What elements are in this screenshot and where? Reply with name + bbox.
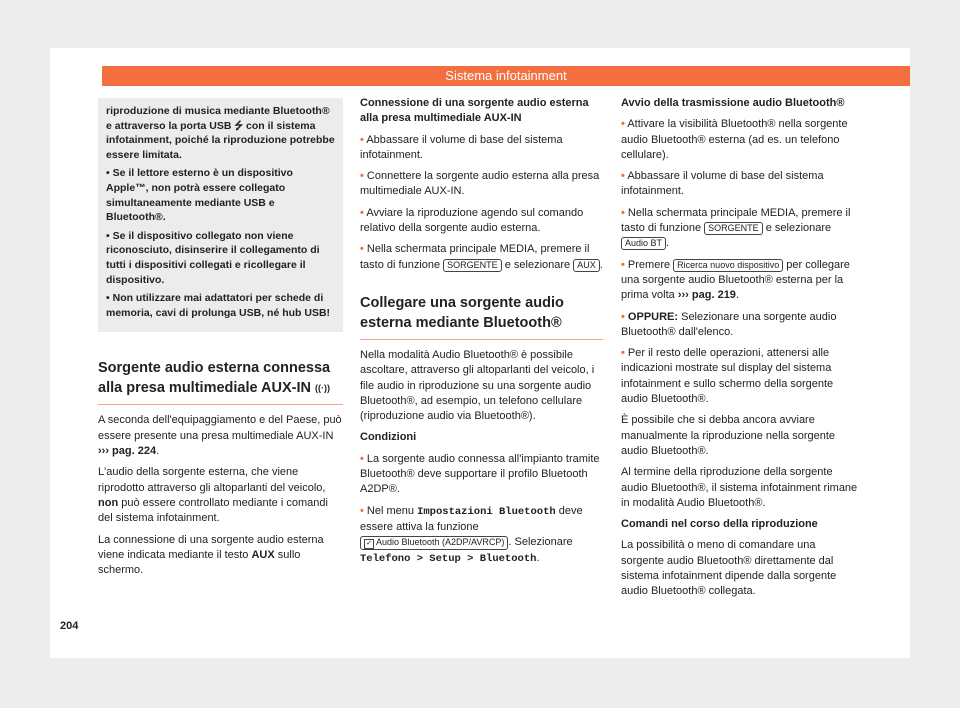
bullet-icon: • xyxy=(106,167,110,180)
subsection-title: Avvio della trasmissione audio Bluetooth® xyxy=(621,97,845,109)
bullet-icon: • xyxy=(621,118,625,131)
page-reference-link[interactable]: ››› pag. 224 xyxy=(98,445,157,458)
page-reference-link[interactable]: ››› pag. 219 xyxy=(677,289,736,302)
bullet-icon: • xyxy=(360,133,364,146)
audio-bt-key[interactable]: Audio BT xyxy=(621,237,666,250)
paragraph: Nella modalità Audio Bluetooth® è possibile ascoltare, attraverso gli altoparlanti del veicolo, i file audio in riproduzione su una sorgente audio Bluetooth®, ad esempio, un telefono cellulare (riproduzione audio via Bluetooth®). xyxy=(360,348,595,423)
bullet-icon: • xyxy=(621,170,625,183)
paragraph: La possibilità o meno di comandare una sorgente audio Bluetooth® direttamente dal sistema infotainment dipende dalla sorgente audio Bluetooth® collegata. xyxy=(621,539,837,598)
list-item: • Premere Ricerca nuovo dispositivo per collegare una sorgente audio Bluetooth® esterna per la prima volta ››› pag. 219. xyxy=(621,258,850,302)
paragraph: La connessione di una sorgente audio esterna viene indicata mediante il testo AUX sullo schermo. xyxy=(98,533,324,577)
list-item: • OPPURE: Selezionare una sorgente audio Bluetooth® dall'elenco. xyxy=(621,310,837,338)
audio-bluetooth-checkbox[interactable]: ✓ Audio Bluetooth (A2DP/AVRCP) xyxy=(360,536,508,550)
warning-bullet: • Se il dispositivo collegato non viene riconosciuto, disinserire il collegamento di tutti i dispositivi collegati e ricollegare il dispositivo. xyxy=(106,229,320,286)
list-item: • Connettere la sorgente audio esterna alla presa multimediale AUX-IN. xyxy=(360,170,600,198)
section-title-bluetooth: Collegare una sorgente audio esterna mediante Bluetooth® xyxy=(360,293,603,340)
list-item: • Abbassare il volume di base del sistema infotainment. xyxy=(621,170,824,198)
bullet-icon: • xyxy=(621,310,625,323)
section-title-aux: Sorgente audio esterna connessa alla presa multimediale AUX-IN ((·)) xyxy=(98,358,343,405)
list-item: • Nella schermata principale MEDIA, premere il tasto di funzione SORGENTE e selezionare AUX . xyxy=(360,243,603,271)
check-icon: ✓ xyxy=(364,539,374,549)
list-item: • Abbassare il volume di base del sistema infotainment. xyxy=(360,133,563,161)
column-2 xyxy=(360,96,603,573)
page-number: 204 xyxy=(60,620,79,632)
subsection-title: Connessione di una sorgente audio esterna alla presa multimediale AUX-IN xyxy=(360,97,589,125)
warning-box xyxy=(98,98,343,332)
chapter-title: Sistema infotainment xyxy=(445,68,567,83)
conditions-title: Condizioni xyxy=(360,431,417,444)
warning-intro: riproduzione di musica mediante Bluetooth® e attraverso la porta USB ⭍ con il sistema infotainment, poiché la riproduzione potrebbe essere limitata. xyxy=(106,105,335,161)
bullet-icon: • xyxy=(106,229,110,242)
warning-bullet: • Non utilizzare mai adattatori per schede di memoria, cavi di prolunga USB, né hub USB! xyxy=(106,292,331,319)
paragraph: A seconda dell'equipaggiamento e del Paese, può essere presente una presa multimediale AUX-IN ››› pag. 224. xyxy=(98,414,342,458)
list-item: • Nella schermata principale MEDIA, premere il tasto di funzione SORGENTE e selezionare Audio BT . xyxy=(621,206,851,250)
sorgente-key[interactable]: SORGENTE xyxy=(704,222,763,235)
bullet-icon: • xyxy=(360,170,364,183)
list-item: • Avviare la riproduzione agendo sul comando relativo della sorgente audio esterna. xyxy=(360,206,584,235)
paragraph: È possibile che si debba ancora avviare manualmente la riproduzione nella sorgente audio Bluetooth®. xyxy=(621,414,836,457)
chapter-header xyxy=(102,66,910,86)
bullet-icon: • xyxy=(621,258,625,271)
paragraph: L'audio della sorgente esterna, che viene riprodotto attraverso gli altoparlanti del veicolo, non può essere controllato mediante i comandi del sistema infotainment. xyxy=(98,466,328,525)
sorgente-key[interactable]: SORGENTE xyxy=(443,259,502,272)
bullet-icon: • xyxy=(360,206,364,219)
column-3 xyxy=(621,96,861,606)
manual-page xyxy=(50,48,910,658)
list-item: • Attivare la visibilità Bluetooth® nella sorgente audio Bluetooth® esterna (ad es. un telefono cellulare). xyxy=(621,118,848,161)
bullet-icon: • xyxy=(360,452,364,465)
controls-title: Comandi nel corso della riproduzione xyxy=(621,518,818,531)
aux-key[interactable]: AUX xyxy=(573,259,600,272)
column-1 xyxy=(98,96,343,584)
warning-bullet: • Se il lettore esterno è un dispositivo Apple™, non potrà essere collegato simultaneamente mediante USB e Bluetooth®. xyxy=(106,167,293,224)
ricerca-nuovo-dispositivo-key[interactable]: Ricerca nuovo dispositivo xyxy=(673,259,783,272)
list-item: • Nel menu Impostazioni Bluetooth deve essere attiva la funzione ✓ Audio Bluetooth (A2DP/AVRCP) . Selezionare Telefono > Setup > Bluetooth. xyxy=(360,504,583,565)
bullet-icon: • xyxy=(621,347,625,360)
bullet-icon: • xyxy=(360,504,364,517)
audio-signal-icon: ((·)) xyxy=(315,383,331,394)
list-item: • La sorgente audio connessa all'impianto tramite Bluetooth® deve supportare il profilo Bluetooth A2DP®. xyxy=(360,452,600,496)
bullet-icon: • xyxy=(621,206,625,219)
paragraph: Al termine della riproduzione della sorgente audio Bluetooth®, il sistema infotainment rimane in modalità Audio Bluetooth®. xyxy=(621,466,858,509)
list-item: • Per il resto delle operazioni, attenersi alle indicazioni mostrate sul display del sistema infotainment e sullo schermo della sorgente audio Bluetooth®. xyxy=(621,347,834,406)
bullet-icon: • xyxy=(106,292,110,305)
bullet-icon: • xyxy=(360,243,364,256)
